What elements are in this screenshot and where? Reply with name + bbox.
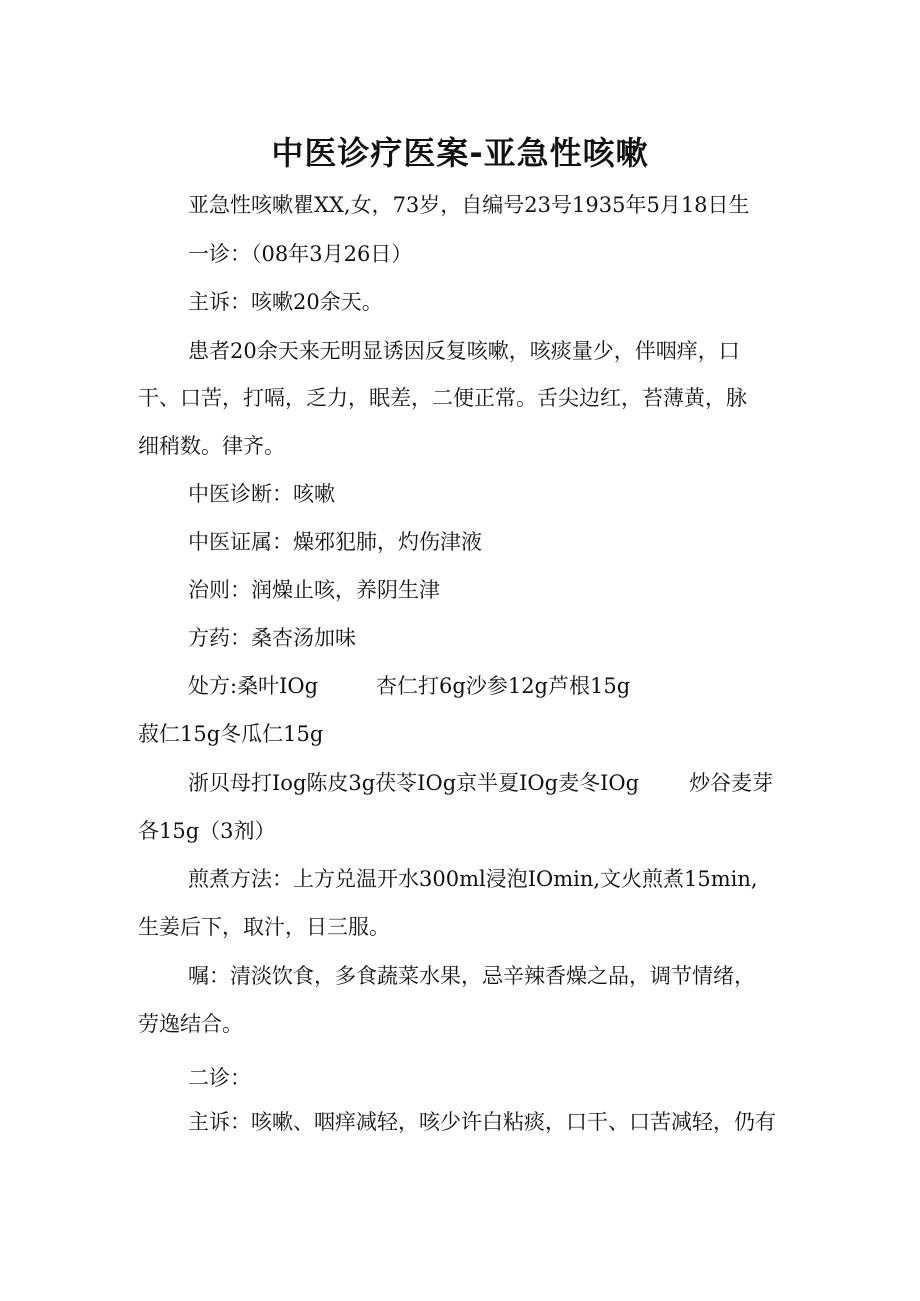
prescription-item: 浙贝母打Iog陈皮3g茯苓IOg京半夏IOg麦冬IOg: [188, 771, 640, 795]
treatment-principle-line: 治则：润燥止咳，养阴生津: [188, 578, 440, 602]
advice-line-2: 劳逸结合。: [138, 1012, 243, 1036]
document-title: 中医诊疗医案-亚急性咳嗽: [271, 134, 649, 172]
tcm-diagnosis-line: 中医诊断：咳嗽: [188, 482, 335, 506]
second-visit-complaint-line: 主诉：咳嗽、咽痒减轻，咳少许白粘痰，口干、口苦减轻，仍有: [188, 1110, 776, 1134]
history-line-3: 细稍数。律齐。: [138, 434, 285, 458]
history-line-2: 干、口苦，打嗝，乏力，眠差，二便正常。舌尖边红，苔薄黄，脉: [138, 386, 747, 410]
prescription-line-3: [188, 768, 773, 798]
chief-complaint-line: 主诉：咳嗽20余天。: [188, 290, 383, 314]
first-visit-heading: 一诊：（08年3月26日）: [188, 242, 413, 266]
prescription-line-1: [188, 671, 630, 701]
prescription-item: 炒谷麦芽: [689, 771, 774, 795]
prescription-item: 杏仁打6g沙参12g芦根15g: [376, 674, 631, 698]
decoction-method-line-1: 煎煮方法：上方兑温开水300ml浸泡IOmin,文火煎煮15min,: [188, 867, 758, 891]
prescription-line-4: 各15g（3剂）: [138, 819, 276, 843]
decoction-method-line-2: 生姜后下，取汁，日三服。: [138, 915, 390, 939]
prescription-line-2: 菽仁15g冬瓜仁15g: [138, 722, 324, 746]
second-visit-heading: 二诊：: [188, 1066, 251, 1090]
history-line-1: 患者20余天来无明显诱因反复咳嗽，咳痰量少，伴咽痒，口: [188, 339, 740, 363]
tcm-syndrome-line: 中医证属：燥邪犯肺，灼伤津液: [188, 530, 482, 554]
advice-line-1: 嘱：清淡饮食，多食蔬菜水果，忌辛辣香燥之品，调节情绪，: [188, 964, 755, 988]
patient-info-line: 亚急性咳嗽瞿XX,女，73岁，自编号23号1935年5月18日生: [188, 193, 750, 217]
prescription-item: 处方:桑叶IOg: [188, 674, 319, 698]
formula-line: 方药：桑杏汤加味: [188, 626, 356, 650]
